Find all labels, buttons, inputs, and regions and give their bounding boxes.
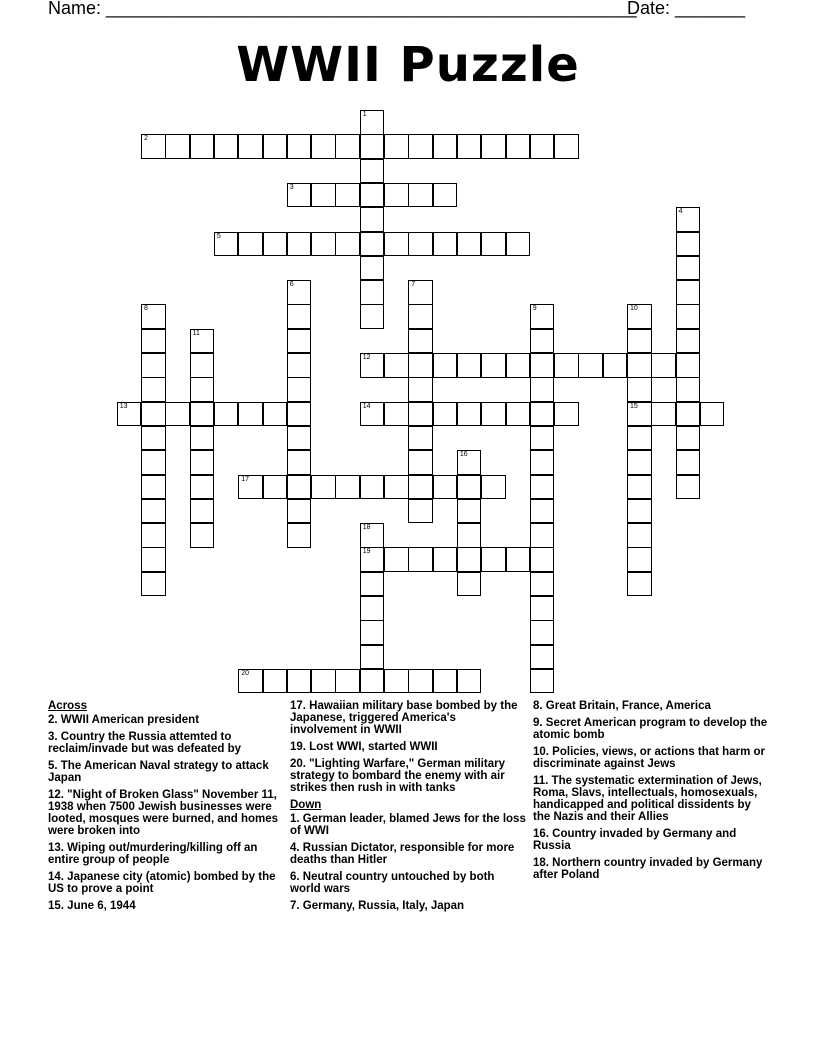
grid-cell[interactable]: [360, 620, 385, 645]
grid-cell[interactable]: [360, 134, 385, 159]
grid-cell[interactable]: [627, 499, 652, 524]
grid-cell[interactable]: [287, 232, 312, 257]
grid-cell[interactable]: [360, 304, 385, 329]
grid-cell[interactable]: [457, 499, 482, 524]
grid-cell[interactable]: [408, 426, 433, 451]
clue-down-4: 4. Russian Dictator, responsible for more deaths than Hitler: [290, 842, 515, 866]
clue-down-18: 18. Northern country invaded by Germany after Poland: [533, 857, 763, 881]
grid-cell[interactable]: [335, 475, 360, 500]
grid-cell[interactable]: [578, 353, 603, 378]
grid-cell[interactable]: [457, 475, 482, 500]
grid-cell[interactable]: [457, 523, 482, 548]
grid-cell[interactable]: [457, 402, 482, 427]
grid-cell[interactable]: [627, 304, 652, 329]
grid-cell[interactable]: [530, 620, 555, 645]
clue-across-13: 13. Wiping out/murdering/killing off an entire group of people: [48, 842, 258, 866]
grid-cell[interactable]: [676, 304, 701, 329]
grid-cell[interactable]: [190, 353, 215, 378]
grid-cell[interactable]: [627, 547, 652, 572]
grid-cell[interactable]: [263, 669, 288, 694]
grid-cell[interactable]: [360, 159, 385, 184]
grid-cell[interactable]: [360, 572, 385, 597]
grid-cell[interactable]: [433, 353, 458, 378]
clue-number: 19: [362, 548, 371, 556]
grid-cell[interactable]: [627, 572, 652, 597]
grid-cell[interactable]: [190, 134, 215, 159]
grid-cell[interactable]: [141, 402, 166, 427]
grid-cell[interactable]: [530, 499, 555, 524]
grid-cell[interactable]: [603, 353, 628, 378]
grid-cell[interactable]: [676, 475, 701, 500]
grid-cell[interactable]: [433, 669, 458, 694]
grid-cell[interactable]: [238, 475, 263, 500]
grid-cell[interactable]: [360, 596, 385, 621]
clue-down-8: 8. Great Britain, France, America: [533, 700, 711, 712]
clues-column-3: [533, 700, 769, 886]
clues-column-2: [290, 700, 526, 917]
grid-cell[interactable]: [263, 232, 288, 257]
grid-cell[interactable]: [360, 207, 385, 232]
grid-cell[interactable]: [287, 304, 312, 329]
grid-cell[interactable]: [627, 353, 652, 378]
grid-cell[interactable]: [433, 134, 458, 159]
grid-cell[interactable]: [311, 134, 336, 159]
grid-cell[interactable]: [238, 232, 263, 257]
grid-cell[interactable]: [481, 232, 506, 257]
clue-across-2: 2. WWII American president: [48, 714, 200, 726]
grid-cell[interactable]: [676, 426, 701, 451]
clue-down-16: 16. Country invaded by Germany and Russia: [533, 828, 737, 852]
grid-cell[interactable]: [117, 402, 142, 427]
grid-cell[interactable]: [384, 475, 409, 500]
grid-cell[interactable]: [676, 402, 701, 427]
grid-cell[interactable]: [141, 450, 166, 475]
grid-cell[interactable]: [311, 475, 336, 500]
name-field[interactable]: Name: _____________________________________________________: [48, 0, 637, 18]
grid-cell[interactable]: [530, 645, 555, 670]
grid-cell[interactable]: [627, 450, 652, 475]
grid-cell[interactable]: [700, 402, 725, 427]
clue-across-3: 3. Country the Russia attemted to reclaim/invade but was defeated by: [48, 731, 242, 755]
grid-cell[interactable]: [408, 402, 433, 427]
grid-cell[interactable]: [408, 232, 433, 257]
grid-cell[interactable]: [287, 329, 312, 354]
clue-number: 11: [192, 329, 200, 337]
grid-cell[interactable]: [287, 134, 312, 159]
grid-cell[interactable]: [141, 426, 166, 451]
clue-across-19: 19. Lost WWI, started WWII: [290, 741, 438, 753]
grid-cell[interactable]: [676, 232, 701, 257]
grid-cell[interactable]: [384, 134, 409, 159]
clue-number: 20: [241, 669, 249, 677]
grid-cell[interactable]: [190, 377, 215, 402]
grid-cell[interactable]: [627, 402, 652, 427]
grid-cell[interactable]: [190, 329, 215, 354]
clue-number: 4: [678, 208, 683, 216]
grid-cell[interactable]: [506, 353, 531, 378]
grid-cell[interactable]: [335, 183, 360, 208]
clue-down-9: 9. Secret American program to develop the atomic bomb: [533, 717, 768, 741]
grid-cell[interactable]: [335, 669, 360, 694]
grid-cell[interactable]: [263, 402, 288, 427]
grid-cell[interactable]: [311, 183, 336, 208]
grid-cell[interactable]: [141, 523, 166, 548]
grid-cell[interactable]: [433, 232, 458, 257]
grid-cell[interactable]: [263, 134, 288, 159]
grid-cell[interactable]: [263, 475, 288, 500]
clue-across-5: 5. The American Naval strategy to attack Japan: [48, 760, 269, 784]
grid-cell[interactable]: [311, 232, 336, 257]
grid-cell[interactable]: [408, 304, 433, 329]
grid-cell[interactable]: [433, 183, 458, 208]
grid-cell[interactable]: [676, 280, 701, 305]
grid-cell[interactable]: [141, 572, 166, 597]
grid-cell[interactable]: [384, 547, 409, 572]
grid-cell[interactable]: [530, 304, 555, 329]
grid-cell[interactable]: [408, 353, 433, 378]
grid-cell[interactable]: [530, 475, 555, 500]
grid-cell[interactable]: [408, 183, 433, 208]
clue-number: 2: [144, 135, 148, 143]
grid-cell[interactable]: [190, 523, 215, 548]
grid-cell[interactable]: [141, 304, 166, 329]
grid-cell[interactable]: [408, 499, 433, 524]
clue-number: 13: [119, 402, 128, 410]
date-field[interactable]: Date: _______: [627, 0, 746, 18]
clue-number: 10: [630, 305, 638, 313]
grid-cell[interactable]: [457, 450, 482, 475]
grid-cell[interactable]: [360, 256, 385, 281]
clue-number: 15: [630, 402, 638, 410]
grid-cell[interactable]: [165, 402, 190, 427]
grid-cell[interactable]: [360, 353, 385, 378]
grid-cell[interactable]: [457, 353, 482, 378]
clues-column-1: [48, 700, 284, 917]
clue-down-11: 11. The systematic extermination of Jews, Roma, Slavs, intellectuals, homosexuals, handicapped and political dissidents by the Nazis and their Allies: [533, 775, 762, 823]
grid-cell[interactable]: [238, 402, 263, 427]
page-title: WWII Puzzle: [236, 37, 580, 93]
across-heading: Across: [48, 700, 87, 712]
grid-cell[interactable]: [287, 669, 312, 694]
grid-cell[interactable]: [676, 256, 701, 281]
grid-cell[interactable]: [287, 280, 312, 305]
grid-cell[interactable]: [384, 183, 409, 208]
grid-cell[interactable]: [481, 353, 506, 378]
clue-number: 5: [216, 232, 221, 240]
grid-cell[interactable]: [360, 645, 385, 670]
grid-cell[interactable]: [360, 232, 385, 257]
grid-cell[interactable]: [238, 134, 263, 159]
grid-cell[interactable]: [287, 402, 312, 427]
grid-cell[interactable]: [190, 426, 215, 451]
grid-cell[interactable]: [408, 134, 433, 159]
grid-cell[interactable]: [457, 232, 482, 257]
clue-number: 3: [289, 183, 294, 191]
grid-cell[interactable]: [287, 183, 312, 208]
grid-cell[interactable]: [141, 353, 166, 378]
grid-cell[interactable]: [676, 329, 701, 354]
grid-cell[interactable]: [384, 353, 409, 378]
clue-across-17: 17. Hawaiian military base bombed by the Japanese, triggered America's involvement in WWII: [290, 700, 518, 736]
grid-cell[interactable]: [311, 669, 336, 694]
grid-cell[interactable]: [287, 353, 312, 378]
grid-cell[interactable]: [360, 402, 385, 427]
grid-cell[interactable]: [165, 134, 190, 159]
grid-cell[interactable]: [190, 475, 215, 500]
clue-down-10: 10. Policies, views, or actions that harm or discriminate against Jews: [533, 746, 765, 770]
grid-cell[interactable]: [408, 280, 433, 305]
grid-cell[interactable]: [530, 426, 555, 451]
grid-cell[interactable]: [287, 450, 312, 475]
clue-number: 16: [459, 451, 468, 459]
clue-number: 1: [362, 111, 367, 118]
grid-cell[interactable]: [554, 134, 579, 159]
down-heading: Down: [290, 799, 322, 811]
grid-cell[interactable]: [506, 402, 531, 427]
grid-cell[interactable]: [141, 329, 166, 354]
grid-cell[interactable]: [627, 523, 652, 548]
grid-cell[interactable]: [408, 450, 433, 475]
grid-cell[interactable]: [360, 669, 385, 694]
grid-cell[interactable]: [530, 450, 555, 475]
clue-number: 17: [241, 475, 249, 483]
clue-number: 7: [411, 281, 416, 289]
grid-cell[interactable]: [676, 377, 701, 402]
grid-cell[interactable]: [360, 110, 385, 135]
clue-number: 6: [289, 281, 294, 289]
clue-across-20: 20. "Lighting Warfare," German military strategy to bombard the enemy with air strikes then rush in with tanks: [290, 758, 505, 794]
grid-cell[interactable]: [190, 450, 215, 475]
grid-cell[interactable]: [530, 402, 555, 427]
grid-cell[interactable]: [214, 402, 239, 427]
clue-number: 12: [362, 354, 371, 361]
grid-cell[interactable]: [214, 232, 239, 257]
grid-cell[interactable]: [481, 475, 506, 500]
grid-cell[interactable]: [627, 377, 652, 402]
grid-cell[interactable]: [408, 377, 433, 402]
grid-cell[interactable]: [457, 572, 482, 597]
grid-cell[interactable]: [335, 232, 360, 257]
clue-number: 9: [532, 305, 537, 313]
grid-cell[interactable]: [481, 547, 506, 572]
grid-cell[interactable]: [481, 134, 506, 159]
grid-cell[interactable]: [384, 232, 409, 257]
grid-cell[interactable]: [408, 669, 433, 694]
grid-cell[interactable]: [141, 475, 166, 500]
grid-cell[interactable]: [457, 547, 482, 572]
grid-cell[interactable]: [360, 523, 385, 548]
clue-down-7: 7. Germany, Russia, Italy, Japan: [290, 900, 465, 912]
grid-cell[interactable]: [214, 134, 239, 159]
grid-cell[interactable]: [360, 183, 385, 208]
clue-across-15: 15. June 6, 1944: [48, 900, 136, 912]
grid-cell[interactable]: [530, 134, 555, 159]
grid-cell[interactable]: [190, 402, 215, 427]
grid-cell[interactable]: [141, 377, 166, 402]
grid-cell[interactable]: [627, 329, 652, 354]
grid-cell[interactable]: [530, 572, 555, 597]
grid-cell[interactable]: [506, 232, 531, 257]
grid-cell[interactable]: [141, 134, 166, 159]
grid-cell[interactable]: [530, 547, 555, 572]
grid-cell[interactable]: [530, 669, 555, 694]
grid-cell[interactable]: [530, 353, 555, 378]
clue-down-6: 6. Neutral country untouched by both world wars: [290, 871, 495, 895]
grid-cell[interactable]: [433, 547, 458, 572]
grid-cell[interactable]: [360, 280, 385, 305]
grid-cell[interactable]: [433, 475, 458, 500]
clue-across-12: 12. "Night of Broken Glass" November 11, 1938 when 7500 Jewish businesses were looted, mosques were burned, and homes were broken into: [48, 789, 279, 837]
grid-cell[interactable]: [141, 499, 166, 524]
grid-cell[interactable]: [287, 377, 312, 402]
grid-cell[interactable]: [287, 499, 312, 524]
grid-cell[interactable]: [676, 353, 701, 378]
grid-cell[interactable]: [530, 596, 555, 621]
grid-cell[interactable]: [457, 669, 482, 694]
clue-down-1: 1. German leader, blamed Jews for the loss of WWI: [290, 813, 526, 837]
grid-cell[interactable]: [141, 547, 166, 572]
grid-cell[interactable]: [287, 523, 312, 548]
grid-cell[interactable]: [408, 329, 433, 354]
grid-cell[interactable]: [384, 402, 409, 427]
grid-cell[interactable]: [360, 547, 385, 572]
grid-cell[interactable]: [190, 499, 215, 524]
grid-cell[interactable]: [651, 402, 676, 427]
grid-cell[interactable]: [676, 450, 701, 475]
grid-cell[interactable]: [457, 134, 482, 159]
grid-cell[interactable]: [287, 426, 312, 451]
grid-cell[interactable]: [627, 475, 652, 500]
grid-cell[interactable]: [554, 402, 579, 427]
grid-cell[interactable]: [676, 207, 701, 232]
grid-cell[interactable]: [408, 547, 433, 572]
grid-cell[interactable]: [651, 353, 676, 378]
grid-cell[interactable]: [530, 377, 555, 402]
clue-number: 8: [144, 305, 148, 313]
grid-cell[interactable]: [360, 475, 385, 500]
grid-cell[interactable]: [408, 475, 433, 500]
grid-cell[interactable]: [481, 402, 506, 427]
grid-cell[interactable]: [384, 669, 409, 694]
grid-cell[interactable]: [238, 669, 263, 694]
grid-cell[interactable]: [433, 402, 458, 427]
grid-cell[interactable]: [530, 329, 555, 354]
clue-across-14: 14. Japanese city (atomic) bombed by the US to prove a point: [48, 871, 276, 895]
clue-number: 14: [362, 402, 371, 410]
grid-cell[interactable]: [335, 134, 360, 159]
grid-cell[interactable]: [627, 426, 652, 451]
clue-number: 18: [362, 524, 371, 532]
grid-cell[interactable]: [530, 523, 555, 548]
grid-cell[interactable]: [506, 134, 531, 159]
grid-cell[interactable]: [554, 353, 579, 378]
grid-cell[interactable]: [287, 475, 312, 500]
grid-cell[interactable]: [506, 547, 531, 572]
